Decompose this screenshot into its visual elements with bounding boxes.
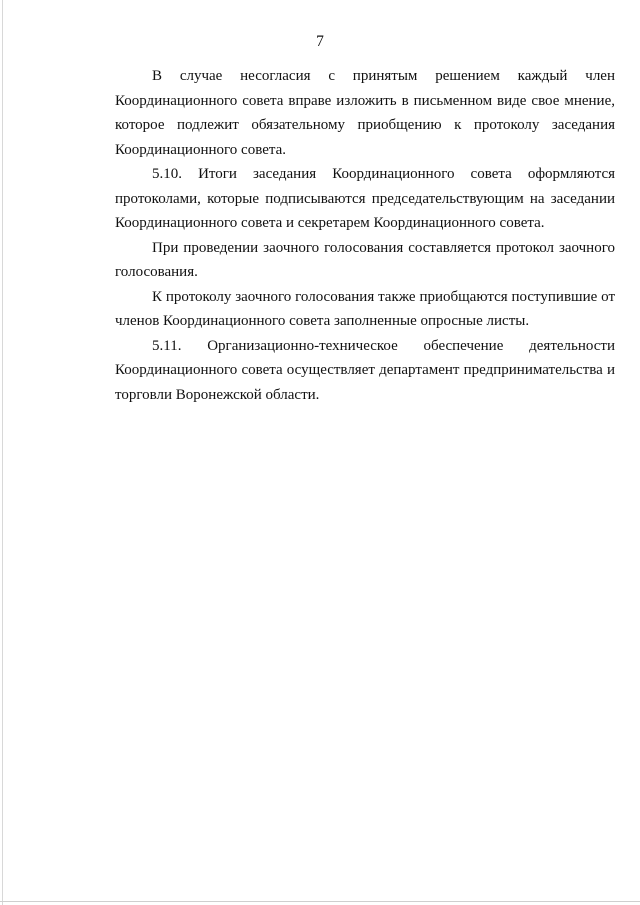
paragraph-absentee-vote-protocol: При проведении заочного голосования составляется протокол заочного голосования. [115,239,615,280]
paragraph-5-11: 5.11. Организационно-техническое обеспечение деятельности Координационного совета осуществляет департамент предпринимательства и торговли Воронежской области. [115,337,615,403]
paragraph-disagreement: В случае несогласия с принятым решением каждый член Координационного совета вправе изложить в письменном виде свое мнение, которое подлежит обязательному приобщению к протоколу заседания Координационного совета. [115,68,615,158]
scan-left-edge [2,0,3,905]
document-body [115,64,615,407]
paragraph-questionnaires: К протоколу заочного голосования также приобщаются поступившие от членов Координационного совета заполненные опросные листы. [115,288,615,329]
page-number: 7 [316,33,324,50]
paragraph-5-10: 5.10. Итоги заседания Координационного совета оформляются протоколами, которые подписываются председательствующим на заседании Координационного совета и секретарем Координационного совета. [115,166,615,231]
scan-bottom-edge [0,901,640,902]
